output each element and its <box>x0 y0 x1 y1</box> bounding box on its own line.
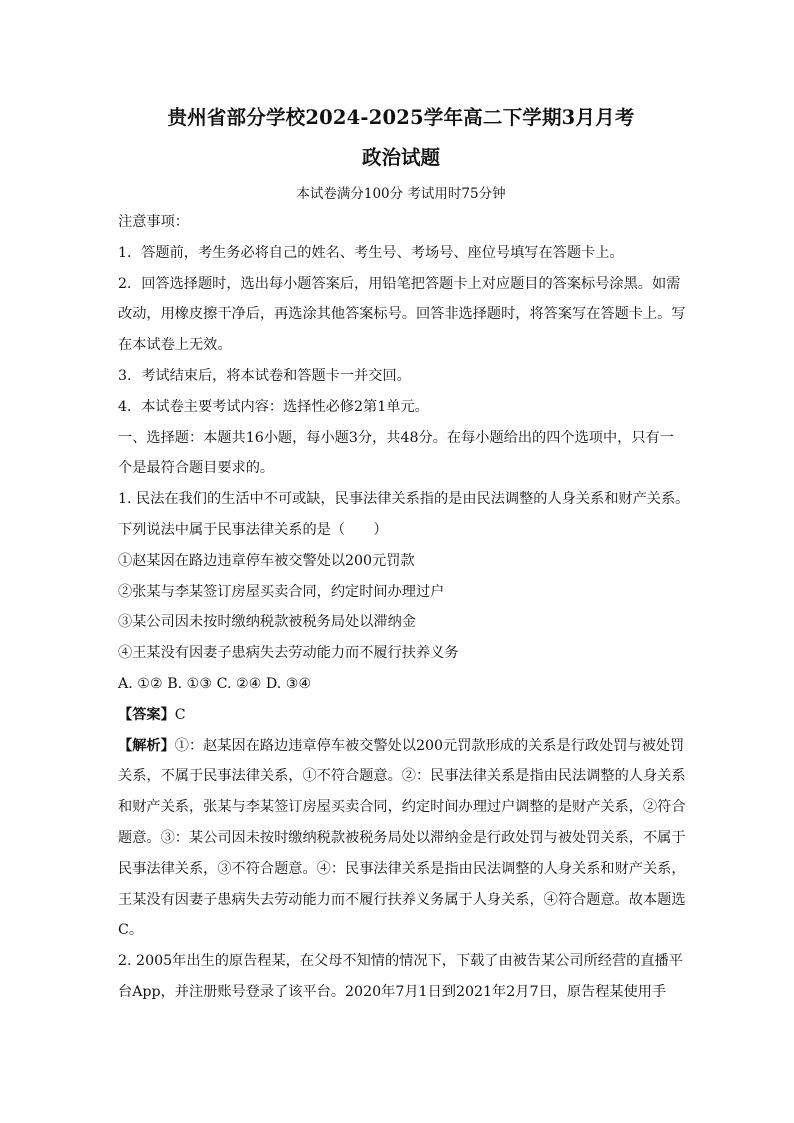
analysis-line: 民事法律关系，③不符合题意。④：民事法律关系是指由民法调整的人身关系和财产关系， <box>118 860 686 877</box>
notice-line: 4．本试卷主要考试内容：选择性必修2第1单元。 <box>118 398 429 415</box>
question-stem-line: 1. 民法在我们的生活中不可或缺，民事法律关系指的是由民法调整的人身关系和财产关系。 <box>118 491 690 508</box>
analysis-line: 和财产关系，张某与李某签订房屋买卖合同，约定时间办理过户调整的是财产关系，②符合 <box>118 799 686 816</box>
exam-title: 贵州省部分学校2024-2025学年高二下学期3月月考 <box>167 106 635 129</box>
question-item: ②张某与李某签订房屋买卖合同，约定时间办理过户 <box>118 583 445 600</box>
question-stem-line: 台App，并注册账号登录了该平台。2020年7月1日到2021年2月7日，原告程某使用手 <box>118 983 667 1000</box>
notice-line: 在本试卷上无效。 <box>118 337 232 354</box>
analysis-line: 关系，不属于民事法律关系，①不符合题意。②：民事法律关系是指由民法调整的人身关系 <box>118 768 686 785</box>
notice-block <box>118 207 684 423</box>
notice-line: 3．考试结束后，将本试卷和答题卡一并交回。 <box>118 367 411 384</box>
question-stem-line: 2. 2005年出生的原告程某，在父母不知情的情况下，下载了由被告某公司所经营的直播平 <box>118 953 683 970</box>
exam-subject: 政治试题 <box>361 146 440 169</box>
question-2 <box>118 946 684 1008</box>
exam-meta: 本试卷满分100分 考试用时75分钟 <box>296 186 506 202</box>
analysis-line: 题意。③：某公司因未按时缴纳税款被税务局处以滞纳金是行政处罚与被处罚关系，不属于 <box>118 829 686 846</box>
notice-line: 1．答题前，考生务必将自己的姓名、考生号、考场号、座位号填写在答题卡上。 <box>118 244 624 261</box>
section-heading <box>118 423 684 485</box>
analysis-line <box>118 731 684 762</box>
notice-heading: 注意事项： <box>118 214 189 230</box>
notice-line: 改动，用橡皮擦干净后，再选涂其他答案标号。回答非选择题时，将答案写在答题卡上。写 <box>118 306 686 323</box>
analysis-text: ①：赵某因在路边违章停车被交警处以200元罚款形成的关系是行政处罚与被处罚 <box>174 737 685 754</box>
question-item: ④王某没有因妻子患病失去劳动能力而不履行扶养义务 <box>118 645 459 662</box>
section-line: 一、选择题：本题共16小题，每小题3分，共48分。在每小题给出的四个选项中，只有一 <box>118 429 674 446</box>
analysis-line: C。 <box>118 922 144 939</box>
analysis-line: 王某没有因妻子患病失去劳动能力而不履行扶养义务属于人身关系，④符合题意。故本题选 <box>118 891 686 908</box>
answer-value: C <box>174 706 186 723</box>
question-item: ①赵某因在路边违章停车被交警处以200元罚款 <box>118 552 415 569</box>
answer-line <box>118 700 684 731</box>
notice-line: 2．回答选择题时，选出每小题答案后，用铅笔把答题卡上对应题目的答案标号涂黑。如需 <box>118 275 681 292</box>
section-line: 个是最符合题目要求的。 <box>118 460 275 477</box>
question-1 <box>118 484 690 946</box>
question-stem-line: 下列说法中属于民事法律关系的是（ ） <box>118 521 388 538</box>
question-item: ③某公司因未按时缴纳税款被税务局处以滞纳金 <box>118 614 416 631</box>
question-options: A. ①② B. ①③ C. ②④ D. ③④ <box>118 675 312 692</box>
analysis-label: 【解析】 <box>118 737 175 754</box>
answer-label: 【答案】 <box>118 706 175 723</box>
